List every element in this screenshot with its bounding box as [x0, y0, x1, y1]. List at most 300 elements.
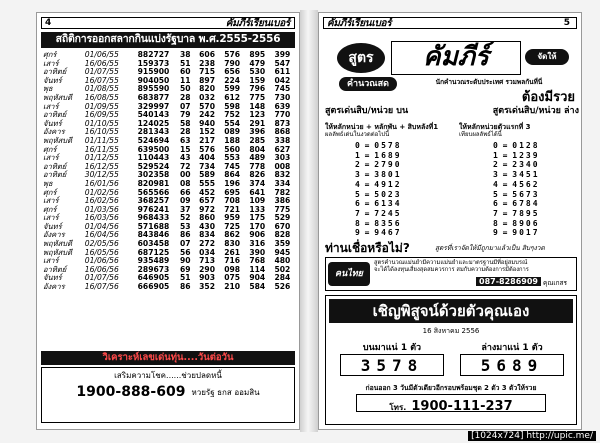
cell-date: 16/11/55	[84, 144, 119, 154]
cell-d5: 873	[274, 118, 291, 128]
cell-d5: 386	[274, 196, 291, 206]
cell-num1: 540143	[137, 110, 170, 120]
cell-d1: 09	[179, 196, 191, 206]
cell-d2: 715	[199, 67, 215, 77]
logo-main: คัมภีร์	[391, 41, 521, 75]
cell-d2: 940	[199, 118, 215, 128]
cell-d1: 07	[179, 101, 191, 111]
formula-row	[493, 228, 577, 238]
equals-sign: =	[359, 218, 375, 228]
equals-sign: =	[359, 208, 375, 218]
formula-value: 5673	[512, 189, 540, 199]
cell-date: 01/02/56	[84, 187, 119, 197]
cell-date: 16/03/56	[84, 213, 119, 223]
equals-sign: =	[497, 189, 513, 199]
formula-key: 5	[493, 189, 498, 199]
cell-d5: 042	[274, 75, 291, 85]
formula-row	[493, 219, 577, 229]
cell-num1: 329997	[137, 101, 170, 111]
cell-d5: 359	[274, 239, 291, 249]
cell-d1: 90	[179, 256, 191, 266]
cell-d3: 554	[224, 118, 241, 128]
cell-date: 01/09/55	[84, 101, 119, 111]
cell-day: จันทร์	[43, 75, 62, 85]
footer-contact-box	[41, 367, 295, 423]
formula-value: 9017	[512, 228, 540, 238]
cell-d4: 479	[249, 58, 266, 68]
cell-d5: 526	[274, 282, 291, 292]
formula-value: 4912	[374, 179, 402, 189]
left-header-brand: คัมภีร์เรียนเบอร์	[225, 18, 290, 29]
cell-date: 01/06/56	[84, 256, 119, 266]
cell-d3: 721	[224, 204, 241, 214]
cell-date: 16/02/56	[84, 196, 119, 206]
cell-num1: 124025	[137, 118, 170, 128]
formula-value: 1239	[512, 150, 540, 160]
top-label: บนมาแน่ 1 ตัว	[362, 343, 422, 353]
cell-d3: 098	[224, 264, 241, 274]
formula-key: 0	[355, 141, 360, 150]
cell-day: อังคาร	[43, 127, 65, 137]
cell-d5: 334	[274, 178, 291, 188]
cell-day: เสาร์	[43, 213, 59, 223]
equals-sign: =	[359, 170, 375, 180]
cell-d1: 07	[179, 239, 191, 249]
cell-d1: 63	[179, 135, 191, 145]
cell-date: 01/04/56	[84, 221, 119, 231]
cell-d4: 584	[249, 282, 266, 292]
formula-row	[355, 190, 447, 200]
cell-d1: 08	[179, 178, 191, 188]
cell-d4: 489	[249, 153, 266, 163]
cell-day: พฤหัสบดี	[43, 239, 72, 249]
cell-day: ศุกร์	[43, 51, 57, 59]
cell-date: 16/09/55	[84, 110, 119, 120]
formula-row	[493, 170, 577, 180]
formula-key: 4	[355, 179, 360, 189]
cell-d4: 390	[249, 247, 266, 257]
formula-key: 8	[493, 218, 498, 228]
cell-d3: 716	[224, 256, 241, 266]
cell-d5: 627	[274, 144, 291, 154]
cell-d2: 034	[199, 247, 215, 257]
cell-d4: 778	[249, 161, 266, 171]
book-gutter	[300, 10, 318, 432]
logo-sub: คำนวณสด	[339, 77, 397, 91]
cell-day: อังคาร	[43, 282, 65, 292]
cell-day: พฤหัสบดี	[43, 92, 72, 102]
equals-sign: =	[497, 170, 513, 180]
ad-brand-logo: คนไทย	[328, 262, 370, 286]
cell-num1: 646905	[137, 273, 170, 283]
cell-d3: 553	[224, 153, 241, 163]
cell-d4: 641	[249, 187, 266, 197]
formula-value: 6784	[512, 199, 540, 209]
cell-d4: 316	[249, 239, 266, 249]
cell-num1: 571688	[137, 221, 170, 231]
cell-d4: 374	[249, 178, 266, 188]
cell-d3: 075	[224, 273, 241, 283]
cell-date: 30/12/55	[84, 170, 119, 180]
cell-num1: 843846	[137, 230, 170, 240]
cell-d4: 530	[249, 67, 266, 77]
cell-d4: 170	[249, 221, 266, 231]
cell-d5: 775	[274, 204, 291, 214]
cell-d2: 217	[199, 135, 215, 145]
ad-text1: สูตรคำนวณแม่นยำมีความแม่นยำและมาตรฐานมีที่อยู่สมบรณ์	[374, 260, 528, 266]
cell-d5: 480	[274, 256, 291, 266]
footer-red-strip: วิเคราะห์เลขเด่นทุ่น....วันต่อวัน	[41, 351, 295, 365]
cell-num1: 281343	[137, 127, 170, 137]
formula-key: 3	[355, 170, 360, 180]
cell-d2: 032	[199, 92, 215, 102]
cell-d5: 770	[274, 110, 291, 120]
cell-d2: 404	[199, 153, 215, 163]
cell-d2: 734	[199, 161, 215, 171]
formula-key: 7	[355, 208, 360, 218]
cell-day: เสาร์	[43, 153, 59, 163]
equals-sign: =	[497, 208, 513, 218]
formula-right-title: สูตรเด่นสิบ/หน่วย ล่าง	[492, 106, 579, 116]
cell-d4: 895	[249, 51, 266, 59]
formula-key: 5	[355, 189, 360, 199]
cell-num1: 895590	[137, 84, 170, 94]
cell-d5: 670	[274, 221, 291, 231]
top-number: 3578	[340, 354, 444, 376]
cell-date: 16/12/55	[84, 161, 119, 171]
cell-day: ศุกร์	[43, 204, 57, 214]
cell-d1: 15	[179, 144, 191, 154]
cell-d3: 598	[224, 101, 241, 111]
cell-day: จันทร์	[43, 118, 62, 128]
cell-d1: 60	[179, 67, 191, 77]
cell-d2: 713	[199, 256, 215, 266]
formula-value: 0128	[512, 141, 540, 150]
cell-num1: 524694	[137, 135, 170, 145]
cell-num1: 159373	[137, 58, 170, 68]
cell-num1: 110443	[137, 153, 170, 163]
cell-d5: 303	[274, 153, 291, 163]
cell-d2: 152	[199, 127, 215, 137]
cell-date: 16/08/55	[84, 92, 119, 102]
cell-d1: 38	[179, 51, 191, 59]
cell-num1: 968433	[137, 213, 170, 223]
cell-date: 16/01/56	[84, 178, 119, 188]
cell-d4: 148	[249, 101, 266, 111]
formula-key: 9	[355, 228, 360, 238]
cell-d4: 291	[249, 118, 266, 128]
footer-phone: 1900-888-609	[76, 384, 186, 400]
formula-row	[355, 199, 447, 209]
formula-left-sub: ผลลัพธ์เด่นในงวดต่อไปนี้	[325, 131, 390, 138]
formula-row	[493, 141, 577, 151]
cell-date: 16/07/55	[84, 75, 119, 85]
cell-num1: 368257	[137, 196, 170, 206]
cell-d1: 50	[179, 84, 191, 94]
cell-d3: 188	[224, 135, 241, 145]
cell-d5: 547	[274, 58, 291, 68]
formula-row	[355, 141, 447, 151]
cell-day: อังคาร	[43, 230, 65, 240]
cell-d4: 133	[249, 204, 266, 214]
cell-day: เสาร์	[43, 256, 59, 266]
cell-d2: 834	[199, 230, 215, 240]
cell-d5: 338	[274, 135, 291, 145]
formula-row	[355, 170, 447, 180]
cell-d3: 725	[224, 221, 241, 231]
formula-key: 1	[355, 150, 360, 160]
formula-row	[355, 160, 447, 170]
formula-row	[355, 151, 447, 161]
cell-d3: 830	[224, 239, 241, 249]
cell-date: 01/03/56	[84, 204, 119, 214]
cell-d1: 69	[179, 264, 191, 274]
cell-date: 01/08/55	[84, 84, 119, 94]
cell-date: 01/07/55	[84, 67, 119, 77]
cell-date: 16/07/56	[84, 282, 119, 292]
right-page-number: 5	[563, 18, 570, 28]
lottery-stats-table-wrapper	[41, 51, 295, 330]
cell-day: พุธ	[43, 178, 53, 188]
cell-d3: 261	[224, 247, 241, 257]
equals-sign: =	[497, 160, 513, 170]
formula-value: 6134	[374, 199, 402, 209]
cell-date: 02/05/56	[84, 239, 119, 249]
formula-value: 7245	[374, 208, 402, 218]
cell-d2: 290	[199, 264, 215, 274]
formula-right-rows	[459, 141, 577, 238]
logo-sutr-badge: สูตร	[337, 43, 385, 73]
cell-day: เสาร์	[43, 58, 59, 68]
cell-d2: 555	[199, 178, 215, 188]
stats-title-bar: สถิติการออกสลากกินแบ่งรัฐบาล พ.ศ.2555-2556	[41, 32, 295, 48]
equals-sign: =	[497, 199, 513, 209]
left-page	[36, 12, 300, 430]
cell-d5: 611	[274, 67, 291, 77]
formula-key: 3	[493, 170, 498, 180]
cell-d5: 639	[274, 101, 291, 111]
cell-d3: 862	[224, 230, 241, 240]
bottom-number: 5689	[460, 354, 564, 376]
formula-value: 4562	[512, 179, 540, 189]
cell-num1: 882727	[137, 51, 170, 59]
formula-value: 7895	[512, 208, 540, 218]
cell-d5: 399	[274, 51, 291, 59]
equals-sign: =	[359, 228, 375, 238]
formula-key: 6	[493, 199, 498, 209]
cell-num1: 565566	[137, 187, 170, 197]
cell-d2: 352	[199, 282, 215, 292]
formula-value: 5023	[374, 189, 402, 199]
cell-d3: 196	[224, 178, 241, 188]
formula-left-rows	[325, 141, 447, 238]
ad-phone: 087-8286909	[476, 277, 541, 286]
cell-num1: 683877	[137, 92, 170, 102]
cell-d2: 430	[199, 221, 215, 231]
formula-value: 0578	[374, 141, 402, 150]
cell-d2: 238	[199, 58, 215, 68]
ad-box	[325, 257, 577, 291]
draw-date: 16 สิงหาคม 2556	[422, 327, 480, 335]
cell-d5: 529	[274, 213, 291, 223]
formula-value: 3801	[374, 170, 402, 180]
cell-d3: 576	[224, 51, 241, 59]
cell-num1: 904050	[137, 75, 170, 85]
cell-d1: 58	[179, 118, 191, 128]
cell-d5: 745	[274, 84, 291, 94]
formula-row	[355, 219, 447, 229]
equals-sign: =	[359, 160, 375, 170]
cell-num1: 302358	[137, 170, 170, 180]
cell-num1: 529524	[137, 161, 170, 171]
formula-row	[493, 209, 577, 219]
cell-d1: 43	[179, 153, 191, 163]
cell-d4: 396	[249, 127, 266, 137]
equals-sign: =	[359, 199, 375, 209]
cell-d1: 86	[179, 282, 191, 292]
formula-key: 7	[493, 208, 498, 218]
formula-row	[493, 180, 577, 190]
formula-key: 2	[355, 160, 360, 170]
banner-title: เชิญพิสูจน์ด้วยตัวคุณเอง	[329, 299, 573, 323]
formula-right-head: ให้หลักหน่วยตัวแรกที่ 3	[459, 123, 531, 131]
cell-num1: 915900	[137, 67, 170, 77]
cell-date: 01/10/55	[84, 118, 119, 128]
cell-d5: 782	[274, 187, 291, 197]
cell-num1: 603458	[137, 239, 170, 249]
formula-row	[493, 199, 577, 209]
cell-d2: 860	[199, 213, 215, 223]
question-text: ท่านเชื่อหรือไม่?	[325, 241, 410, 255]
proof-banner	[325, 295, 577, 425]
cell-d1: 66	[179, 187, 191, 197]
cell-d1: 79	[179, 110, 191, 120]
cell-d1: 52	[179, 213, 191, 223]
ad-person: คุณเกสร	[543, 279, 567, 287]
equals-sign: =	[497, 141, 513, 150]
right-header	[323, 17, 577, 29]
cell-d4: 175	[249, 213, 266, 223]
formula-value: 2790	[374, 160, 402, 170]
cell-d3: 612	[224, 92, 241, 102]
cell-d1: 37	[179, 204, 191, 214]
bottom-label: ล่างมาแน่ 1 ตัว	[481, 343, 543, 353]
formula-key: 2	[493, 160, 498, 170]
table-row	[41, 283, 295, 292]
tel-label: โทร.	[389, 403, 407, 412]
tel-box	[356, 394, 546, 412]
question-sub: สูตรที่เราจัดให้มีถูกมาแล้วเป็น สิบๆงวด	[435, 244, 545, 252]
cell-d2: 897	[199, 75, 215, 85]
equals-sign: =	[497, 179, 513, 189]
cell-d4: 159	[249, 75, 266, 85]
cell-d2: 820	[199, 84, 215, 94]
cell-d5: 828	[274, 230, 291, 240]
cell-day: เสาร์	[43, 196, 59, 206]
formula-key: 9	[493, 228, 498, 238]
cell-d1: 28	[179, 92, 191, 102]
equals-sign: =	[359, 189, 375, 199]
left-page-number: 4	[45, 18, 52, 28]
ad-text2: จะได้ได้ลงทุนเสี่ยงสุดสมควรการ สมกับความต้องการมีต้องการ	[374, 267, 529, 273]
cell-d3: 210	[224, 282, 241, 292]
formula-left-title: สูตรเด่นสิบ/หน่วย บน	[325, 106, 409, 116]
footer-line1: เสริมความโชค......ช่วยปลดหนี้	[114, 371, 222, 380]
cell-d1: 72	[179, 161, 191, 171]
cell-date: 16/06/55	[84, 58, 119, 68]
cell-d3: 752	[224, 110, 241, 120]
tagline-small: นักคำนวณระดับประเทศ รวมพลกันที่นี่	[435, 78, 543, 86]
cell-day: อาทิตย์	[43, 110, 67, 120]
cell-num1: 820981	[137, 178, 170, 188]
cell-day: พุธ	[43, 84, 53, 94]
cell-num1: 289673	[137, 264, 170, 274]
formula-row	[355, 209, 447, 219]
formula-key: 0	[493, 141, 498, 150]
watermark: [1024x724] http://upic.me/	[468, 431, 596, 441]
cell-d1: 28	[179, 127, 191, 137]
equals-sign: =	[497, 218, 513, 228]
cell-date: 16/04/56	[84, 230, 119, 240]
cell-date: 01/07/56	[84, 273, 119, 283]
cell-day: อาทิตย์	[43, 161, 67, 171]
logo-tag: จัดให้	[525, 49, 569, 65]
cell-day: ศุกร์	[43, 144, 57, 154]
cell-d3: 864	[224, 170, 241, 180]
formula-value: 8906	[512, 218, 540, 228]
cell-d5: 502	[274, 264, 291, 274]
formula-row	[493, 160, 577, 170]
cell-d3: 560	[224, 144, 241, 154]
formula-value: 9467	[374, 228, 402, 238]
cell-day: จันทร์	[43, 221, 62, 231]
cell-d1: 51	[179, 58, 191, 68]
cell-d3: 745	[224, 161, 241, 171]
cell-date: 01/12/55	[84, 153, 119, 163]
cell-d2: 272	[199, 239, 215, 249]
cell-d3: 224	[224, 75, 241, 85]
cell-d5: 868	[274, 127, 291, 137]
cell-day: อาทิตย์	[43, 264, 67, 274]
cell-d4: 906	[249, 230, 266, 240]
cell-d2: 589	[199, 170, 215, 180]
cell-d1: 11	[179, 75, 191, 85]
formula-value: 2340	[512, 160, 540, 170]
cell-date: 16/10/55	[84, 127, 119, 137]
cell-d1: 56	[179, 247, 191, 257]
cell-day: จันทร์	[43, 273, 62, 283]
cell-d2: 570	[199, 101, 215, 111]
cell-num1: 687125	[137, 247, 170, 257]
cell-date: 16/06/56	[84, 264, 119, 274]
cell-d4: 775	[249, 92, 266, 102]
cell-d5: 730	[274, 92, 291, 102]
cell-d2: 452	[199, 187, 215, 197]
cell-date: 01/06/55	[84, 51, 119, 59]
cell-d2: 903	[199, 273, 215, 283]
cell-day: เสาร์	[43, 101, 59, 111]
cell-num1: 976241	[137, 204, 170, 214]
cell-day: พฤหัสบดี	[43, 247, 72, 257]
cell-d1: 53	[179, 221, 191, 231]
equals-sign: =	[359, 150, 375, 160]
cell-day: อาทิตย์	[43, 67, 67, 77]
cell-d3: 695	[224, 187, 241, 197]
formula-key: 4	[493, 179, 498, 189]
right-page	[318, 12, 582, 430]
lottery-stats-table	[41, 51, 295, 292]
cell-d3: 959	[224, 213, 241, 223]
